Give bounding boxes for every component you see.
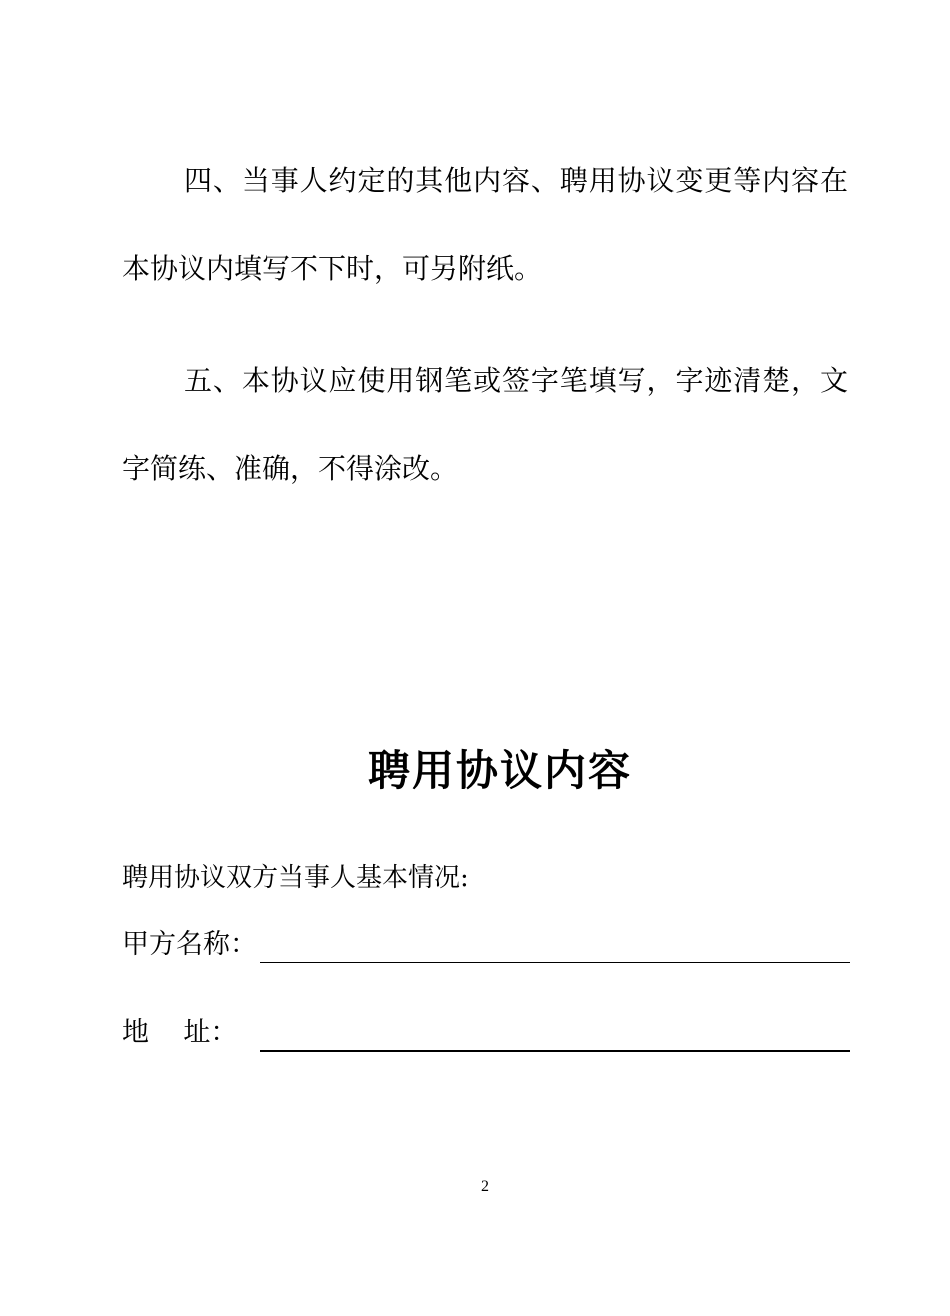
page-title: 聘用协议内容: [367, 746, 632, 795]
page-number: 2: [481, 1178, 489, 1195]
section-subheading: 聘用协议双方当事人基本情况:: [122, 863, 469, 893]
address-label: 地 址：: [122, 1017, 238, 1048]
address-field: [122, 1008, 850, 1058]
paragraph-item-5: 五、本协议应使用钢笔或签字笔填写，字迹清楚，文字简练、准确，不得涂改。: [122, 364, 848, 485]
party-a-name-label: 甲方名称：: [122, 929, 257, 960]
address-blank-line: [260, 1050, 850, 1052]
paragraph-item-4: 四、当事人约定的其他内容、聘用协议变更等内容在本协议内填写不下时，可另附纸。: [122, 164, 848, 285]
party-a-name-blank-line: [260, 962, 850, 963]
party-a-name-field: [122, 920, 850, 970]
